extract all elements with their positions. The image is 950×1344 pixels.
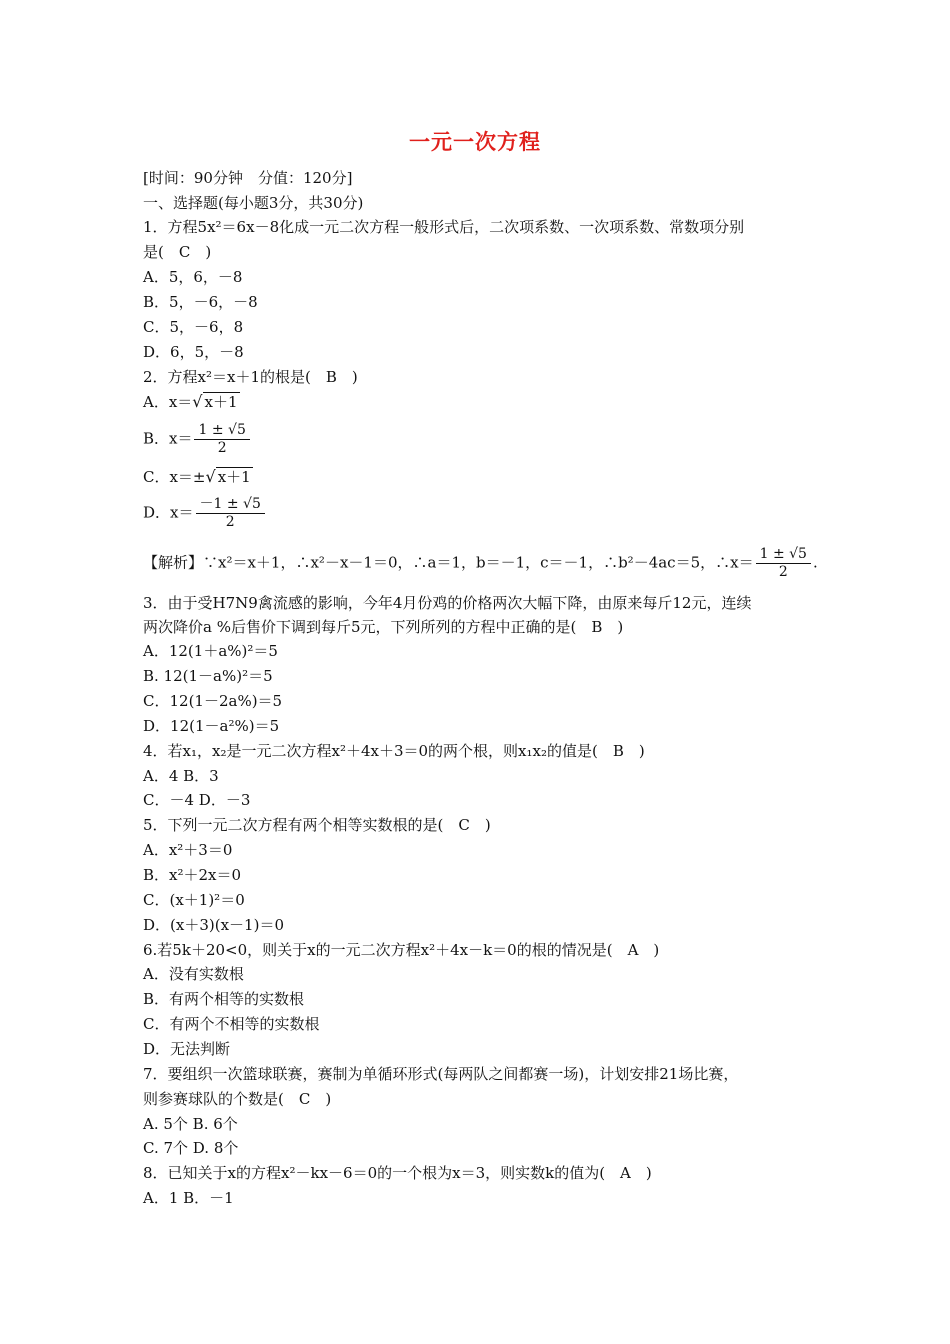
option-ab: A. 5个 B. 6个 [143,1115,238,1133]
analysis-end: . [812,553,818,572]
question-4: 4．若x₁，x₂是一元二次方程x²＋4x＋3＝0的两个根，则x₁x₂的值是( B ) [143,742,645,760]
fraction-numerator: 1 ± √5 [756,546,811,564]
option-a: A．没有实数根 [143,965,244,983]
fraction [194,422,249,457]
option-a: A．12(1＋a%)²＝5 [143,642,278,660]
analysis-text: 【解析】∵x²＝x＋1，∴x²－x－1＝0，∴a＝1，b＝－1，c＝－1，∴b²－4ac＝5，∴x＝ [143,553,754,572]
question-6: 6.若5k＋20<0，则关于x的一元二次方程x²＋4x－k＝0的根的情况是( A ) [143,941,660,959]
q2-c-label: C．x＝± [143,468,206,486]
fraction-numerator: 1 ± √5 [194,422,249,440]
option-b: B．x²＋2x＝0 [143,866,242,884]
option-d: D．(x＋3)(x－1)＝0 [143,916,284,934]
fraction-denominator: 2 [225,514,235,530]
text-line: [时间：90分钟 分值：120分] [143,169,353,187]
fraction [196,496,265,531]
option-c: C．12(1－2a%)＝5 [143,692,283,710]
option-ab: A．1 B．－1 [143,1189,234,1207]
page-title: 一元一次方程 [409,129,541,154]
analysis [143,546,818,581]
q2-option-b [143,422,252,457]
fraction-denominator: 2 [778,564,788,580]
option-d: D．6，5，－8 [143,343,244,361]
option-a: A．5，6，－8 [143,268,243,286]
text-line: 则参赛球队的个数是( C ) [143,1090,332,1108]
question-2: 2．方程x²＝x＋1的根是( B ) [143,368,358,386]
option-c: C．(x＋1)²＝0 [143,891,245,909]
option-a: A．x²＋3＝0 [143,841,233,859]
sqrt-body: x＋1 [204,393,238,411]
q2-option-c [143,467,253,487]
option-d: D．12(1－a²%)＝5 [143,717,280,735]
sqrt-body: x＋1 [217,468,251,486]
option-c: C．5，－6，8 [143,318,244,336]
q2-option-a [143,392,240,412]
option-b: B. 12(1－a%)²＝5 [143,667,273,685]
question-8: 8．已知关于x的方程x²－kx－6＝0的一个根为x＝3，则实数k的值为( A ) [143,1164,652,1182]
question-5: 5．下列一元二次方程有两个相等实数根的是( C ) [143,816,491,834]
option-b: B．5，－6，－8 [143,293,258,311]
fraction-denominator: 2 [217,440,227,456]
option-ab: A．4 B．3 [143,767,219,785]
q2-a-label: A．x＝ [143,393,193,411]
option-c: C．有两个不相等的实数根 [143,1015,320,1033]
question-7: 7．要组织一次篮球联赛，赛制为单循环形式(每两队之间都赛一场)，计划安排21场比赛， [143,1065,739,1083]
question-3: 3．由于受H7N9禽流感的影响，今年4月份鸡的价格两次大幅下降，由原来每斤12元，连续 [143,594,752,612]
option-cd: C．－4 D．－3 [143,791,251,809]
option-b: B．有两个相等的实数根 [143,990,305,1008]
fraction-numerator: －1 ± √5 [196,496,265,514]
text-line: 是( C ) [143,243,212,261]
q2-b-label: B．x＝ [143,429,193,448]
q2-d-label: D．x＝ [143,503,194,522]
option-cd: C. 7个 D. 8个 [143,1139,239,1157]
fraction [756,546,811,581]
q2-option-d [143,496,267,531]
sqrt-expression: √ x＋1 [205,467,251,486]
text-line: 两次降价a %后售价下调到每斤5元，下列所列的方程中正确的是( B ) [143,618,624,636]
text-line: 一、选择题(每小题3分，共30分) [143,194,364,212]
sqrt-expression: √ x＋1 [192,392,238,411]
question-1: 1．方程5x²＝6x－8化成一元二次方程一般形式后，二次项系数、一次项系数、常数项分别 [143,218,745,236]
option-d: D．无法判断 [143,1040,231,1058]
